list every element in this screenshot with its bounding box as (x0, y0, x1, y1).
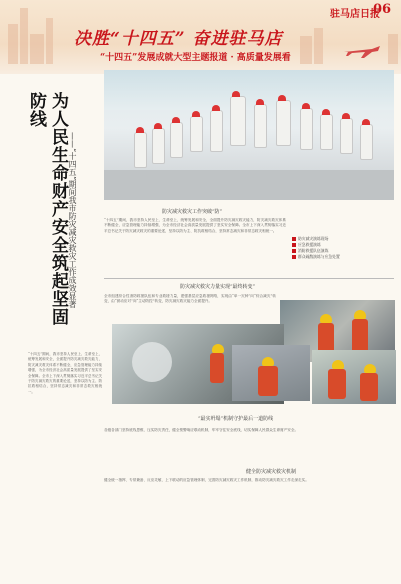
photo-rescue-team (232, 345, 310, 401)
airplane-icon (342, 42, 382, 60)
main-photo-drill (104, 70, 394, 200)
legend-item: 防灾减灾演练现场 (292, 236, 340, 242)
section-2-text: 全市组建综合性消防救援队伍和专业救援力量，建强基层应急救援网络，实现由“单一灾种”向“综合减灾”转变，由“被动应对”向“主动防控”转变，防灾减灾救灾能力全面提升。 (104, 294, 276, 304)
left-column-text: “十四五”期间，我市坚持人民至上、生命至上，统筹发展和安全，全面提升防灾减灾救灾能力，防灾减灾救灾体系不断健全，应急管理能力持续增强，为全市经济社会高质量发展提供了坚实安全保障。全市上下深入贯彻落实习近平总书记关于防灾减灾救灾的重要论述，坚持以防为主、防抗救相结合，坚持常态减灾和非常态救灾相统一。 (28, 352, 102, 394)
page-headline: 为人民生命财产安全筑起坚固防线 (26, 92, 68, 326)
photo-legend (292, 236, 340, 260)
main-photo-caption: 防灾减灾救灾工作突破“防” (162, 209, 223, 215)
photo-emergency-response (312, 350, 396, 404)
section-3-heading: “最实坍塌”机制守护最后一道防线 (198, 416, 274, 422)
section-4-heading: 健全防灾减灾救灾机制 (246, 469, 297, 475)
page-number: 06 (373, 2, 392, 17)
section-4-text: 健全统一指挥、专常兼备、反应灵敏、上下联动的应急管理体制，完善防灾减灾救灾工作机制，推动防灾减灾救灾工作走深走实。 (104, 478, 309, 482)
section-3-text: 各级各部门坚持底线思维，压实防灾责任，健全预警响应联动机制，牢牢守住安全底线，切实保障人民群众生命财产安全。 (104, 428, 299, 432)
paper-name: 驻马店日报 (330, 9, 380, 20)
page-subheadline: ——“十四五”期间我市防灾减灾救灾工作成效显著 (68, 132, 77, 309)
legend-item: 应急救援演练 (292, 242, 340, 248)
masthead-title: 决胜“十四五” 奋进驻马店 (74, 29, 283, 49)
legend-item: 消防救援队伍演练 (292, 248, 340, 254)
intro-text: “十四五”期间，我市坚持人民至上、生命至上，统筹发展和安全，全面提升防灾减灾救灾能力，防灾减灾救灾体系不断健全，应急管理能力持续增强，为全市经济社会高质量发展提供了坚实安全保障。全市上下深入贯彻落实习近平总书记关于防灾减灾救灾的重要论述，坚持以防为主、防抗救相结合，坚持常态减灾和非常态救灾相统一。 (104, 218, 286, 233)
section-2-heading: 防灾减灾救灾力量实现“最终转变” (180, 284, 256, 290)
legend-item: 群众疏散演练与应急处置 (292, 254, 340, 260)
masthead-subtitle: “十四五”发展成就大型主题报道 · 高质量发展看 (100, 53, 291, 63)
